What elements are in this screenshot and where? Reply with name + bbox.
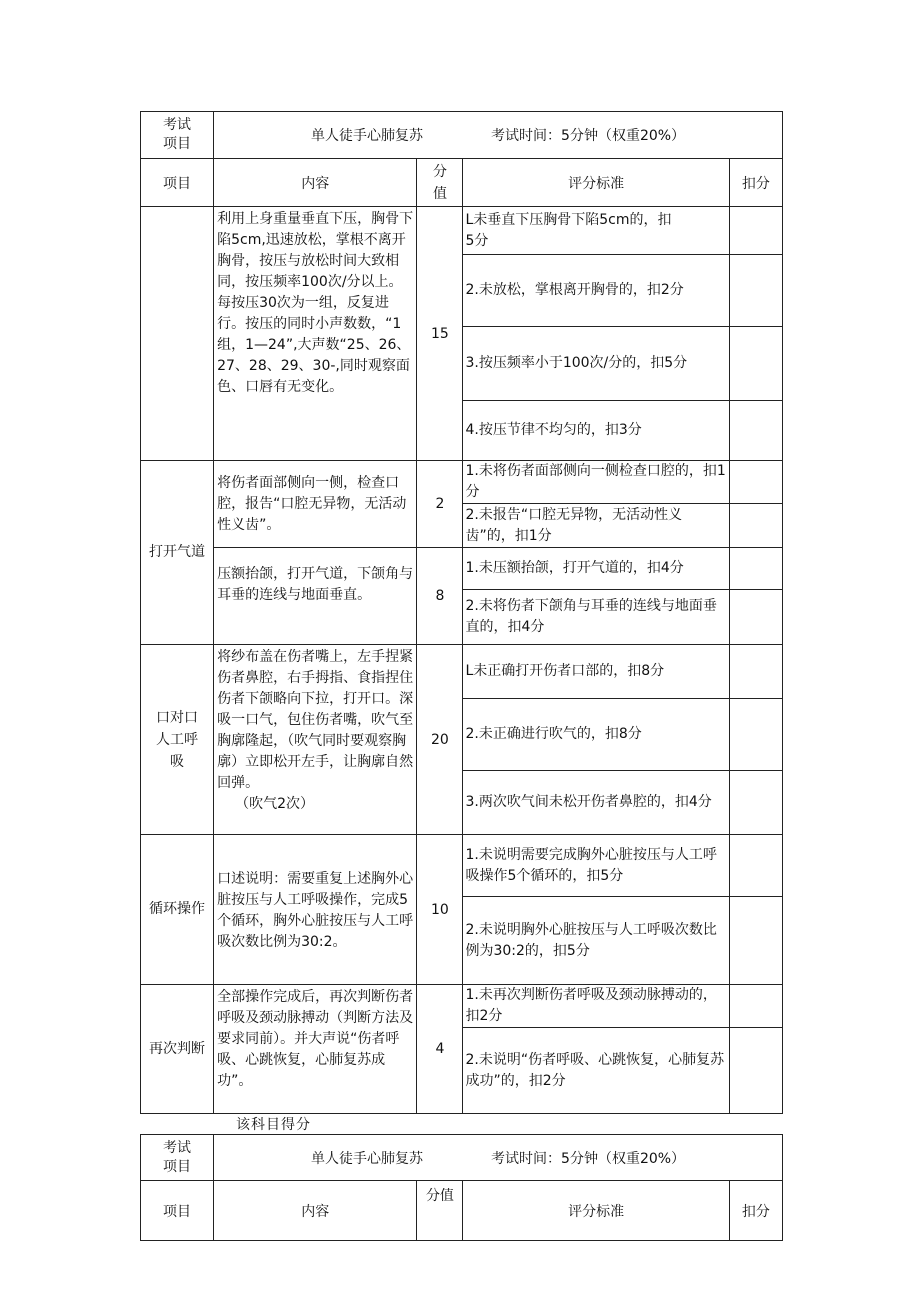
criteria-item: 2.未说明胸外心脏按压与人工呼吸次数比例为30:2的，扣5分	[463, 897, 729, 985]
col-item: 项目	[141, 159, 214, 207]
column-header-row	[141, 1181, 783, 1241]
section-score: 10	[417, 835, 463, 985]
criteria-item: 1.未将伤者面部侧向一侧检查口腔的，扣1分	[463, 461, 729, 504]
scoring-table	[140, 111, 783, 1114]
deduct-cell[interactable]	[729, 590, 782, 645]
exam-item-label: 考试 项目	[141, 1135, 214, 1181]
col-content: 内容	[214, 159, 417, 207]
section-score: 8	[417, 548, 463, 645]
section-content: 压额抬颌，打开气道，下颌角与耳垂的连线与地面垂直。	[214, 548, 417, 645]
deduct-cell[interactable]	[729, 771, 782, 835]
table-row	[141, 207, 783, 255]
deduct-cell[interactable]	[729, 1028, 782, 1114]
col-item: 项目	[141, 1181, 214, 1241]
criteria-item: 3.两次吹气间未松开伤者鼻腔的，扣4分	[463, 771, 729, 835]
exam-title: 单人徒手心肺复苏	[311, 1150, 424, 1167]
deduct-cell[interactable]	[729, 699, 782, 771]
section-score: 4	[417, 985, 463, 1114]
deduct-cell[interactable]	[729, 548, 782, 590]
col-criteria: 评分标准	[463, 1181, 729, 1241]
col-content: 内容	[214, 1181, 417, 1241]
deduct-cell[interactable]	[729, 835, 782, 897]
deduct-cell[interactable]	[729, 327, 782, 401]
deduct-cell[interactable]	[729, 207, 782, 255]
section-content-tail: （吹气2次）	[235, 796, 315, 812]
section-content: 口述说明：需要重复上述胸外心脏按压与人工呼吸操作，完成5个循环，胸外心脏按压与人工呼吸次数比例为30:2。	[214, 835, 417, 985]
col-score: 分 值	[417, 159, 463, 207]
section-item: 循环操作	[141, 835, 214, 985]
criteria-item: 2.未正确进行吹气的，扣8分	[463, 699, 729, 771]
section-content: 将纱布盖在伤者嘴上，左手捏紧伤者鼻腔，右手拇指、食指捏住伤者下颌略向下拉，打开口。深吸一口气，包住伤者嘴，吹气至胸廓隆起，（吹气同时要观察胸廓）立即松开左手，让胸廓自然回弹。 （吹气2次）	[214, 645, 417, 835]
section-content: 将伤者面部侧向一侧，检查口腔，报告“口腔无异物，无活动性义齿”。	[214, 461, 417, 548]
table-row	[141, 548, 783, 590]
subject-score-label: 该科目得分	[236, 1117, 311, 1133]
header-row	[141, 1135, 783, 1181]
criteria-item: 1.未说明需要完成胸外心脏按压与人工呼吸操作5个循环的，扣5分	[463, 835, 729, 897]
table-row	[141, 835, 783, 897]
criteria-item: 2.未放松，掌根离开胸骨的，扣2分	[463, 255, 729, 327]
column-header-row	[141, 159, 783, 207]
col-score: 分值	[417, 1181, 463, 1241]
section-content: 全部操作完成后，再次判断伤者呼吸及颈动脉搏动（判断方法及要求同前）。并大声说“伤者呼吸、心跳恢复，心肺复苏成功”。	[214, 985, 417, 1114]
criteria-item: L未垂直下压胸骨下陷5cm的，扣 5分	[463, 207, 729, 255]
table-row	[141, 461, 783, 504]
section-score: 15	[417, 207, 463, 461]
exam-item-label: 考试 项目	[141, 112, 214, 159]
criteria-item: 1.未压额抬颌，打开气道的，扣4分	[463, 548, 729, 590]
section-score: 2	[417, 461, 463, 548]
section-item: 口对口人工呼吸	[141, 645, 214, 835]
section-item	[141, 207, 214, 461]
table-row	[141, 645, 783, 699]
exam-title-cell	[214, 112, 783, 159]
exam-time: 考试时间：5分钟（权重20%）	[491, 1150, 686, 1167]
col-criteria: 评分标准	[463, 159, 729, 207]
col-deduct: 扣分	[729, 1181, 782, 1241]
criteria-item: 1.未再次判断伤者呼吸及颈动脉搏动的，扣2分	[463, 985, 729, 1028]
section-score: 20	[417, 645, 463, 835]
deduct-cell[interactable]	[729, 255, 782, 327]
header-row	[141, 112, 783, 159]
criteria-item: 2.未将伤者下颌角与耳垂的连线与地面垂直的，扣4分	[463, 590, 729, 645]
criteria-item: 4.按压节律不均匀的，扣3分	[463, 401, 729, 461]
section-item: 打开气道	[141, 461, 214, 645]
criteria-item: L未正确打开伤者口部的，扣8分	[463, 645, 729, 699]
scoring-table-continued	[140, 1134, 783, 1241]
exam-time: 考试时间：5分钟（权重20%）	[491, 128, 686, 144]
deduct-cell[interactable]	[729, 897, 782, 985]
col-deduct: 扣分	[729, 159, 782, 207]
deduct-cell[interactable]	[729, 985, 782, 1028]
exam-title: 单人徒手心肺复苏	[311, 128, 424, 144]
deduct-cell[interactable]	[729, 401, 782, 461]
deduct-cell[interactable]	[729, 461, 782, 504]
section-item: 再次判断	[141, 985, 214, 1114]
criteria-item: 3.按压频率小于100次/分的，扣5分	[463, 327, 729, 401]
table-row	[141, 985, 783, 1028]
exam-title-cell	[214, 1135, 783, 1181]
criteria-item: 2.未报告“口腔无异物，无活动性义齿”的，扣1分	[463, 504, 729, 548]
deduct-cell[interactable]	[729, 504, 782, 548]
criteria-item: 2.未说明“伤者呼吸、心跳恢复，心肺复苏成功”的，扣2分	[463, 1028, 729, 1114]
section-content: 利用上身重量垂直下压，胸骨下陷5cm,迅速放松，掌根不离开胸骨，按压与放松时间大致相同，按压频率100次/分以上。每按压30次为一组，反复进行。按压的同时小声数数，“1组，1—24”,大声数“25、26、27、28、29、30-,同时观察面色、口唇有无变化。	[214, 207, 417, 461]
deduct-cell[interactable]	[729, 645, 782, 699]
